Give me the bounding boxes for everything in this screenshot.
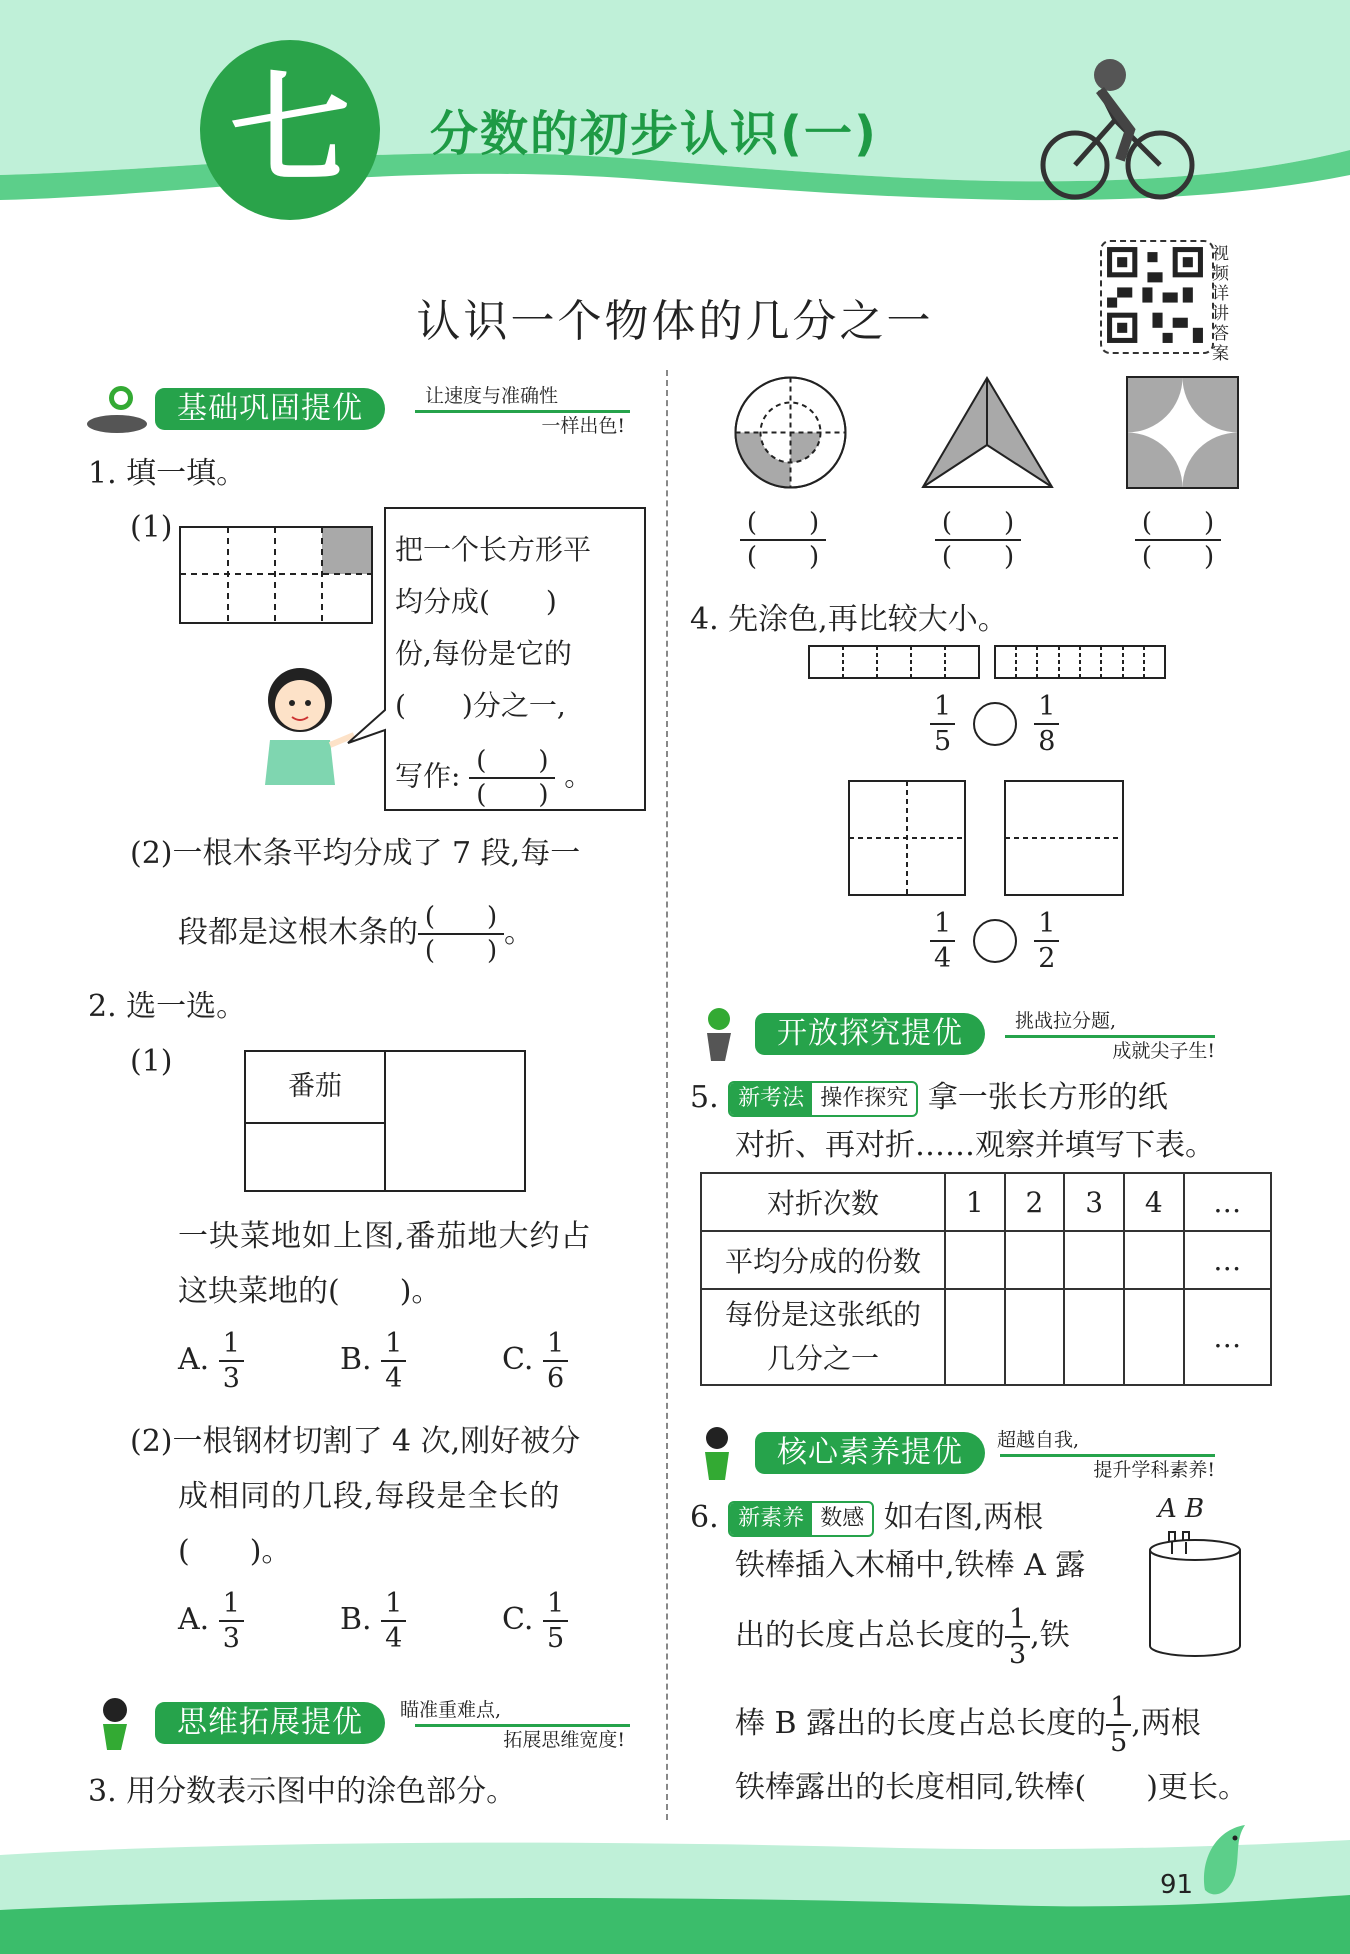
table-cell: … xyxy=(1184,1173,1271,1231)
table-input-cell[interactable] xyxy=(1005,1289,1065,1385)
section-slogan: 拓展思维宽度! xyxy=(503,1729,625,1751)
table-input-cell[interactable] xyxy=(1064,1289,1124,1385)
q3-triangle-figure xyxy=(920,375,1055,490)
q4-compare-2: $\frac{1}{4}$ $\frac{1}{2}$ xyxy=(930,910,1059,972)
q1-part2-line1: (2)一根木条平均分成了 7 段,每一 xyxy=(130,836,581,871)
section-title: 核心素养提优 xyxy=(755,1432,985,1474)
lesson-title: 认识一个物体的几分之一 xyxy=(416,296,934,347)
table-header-cell: 每份是这张纸的 几分之一 xyxy=(701,1289,945,1385)
q6-line4: 棒 B 露出的长度占总长度的 $\frac{1}{5}$ ,两根 xyxy=(735,1692,1201,1758)
table-row xyxy=(701,1173,1271,1231)
table-input-cell[interactable] xyxy=(1124,1289,1184,1385)
garden-figure xyxy=(244,1050,526,1192)
dolphin-icon xyxy=(1195,1820,1255,1905)
q2-part1-label: (1) xyxy=(130,1044,173,1079)
q6-line5: 铁棒露出的长度相同,铁棒( )更长。 xyxy=(735,1770,1248,1805)
q4-square-figures[interactable] xyxy=(848,780,1128,898)
bubble-text xyxy=(395,524,591,732)
mascot-icon xyxy=(685,1424,749,1482)
q2-part1-option-b[interactable]: B. $\frac{1}{4}$ xyxy=(340,1330,406,1392)
q2-part2-option-c[interactable]: C. $\frac{1}{5}$ xyxy=(502,1590,568,1652)
section-slogan: 瞄准重难点, xyxy=(400,1699,502,1721)
q4-compare-1: $\frac{1}{5}$ $\frac{1}{8}$ xyxy=(930,693,1059,755)
column-divider xyxy=(666,370,668,1820)
section-slogan: 提升学科素养! xyxy=(1093,1459,1215,1481)
section-title: 基础巩固提优 xyxy=(155,388,385,430)
compare-circle-blank[interactable] xyxy=(973,702,1017,746)
section-slogan: 让速度与准确性 xyxy=(425,385,559,407)
table-cell: 3 xyxy=(1064,1173,1124,1231)
q6-line2: 铁棒插入木桶中,铁棒 A 露 xyxy=(735,1548,1086,1583)
bubble-write-row: 写作: $\frac{( )}{( )}$ 。 xyxy=(395,746,593,810)
q2-part2-option-a[interactable]: A. $\frac{1}{3}$ xyxy=(178,1590,244,1652)
table-row xyxy=(701,1231,1271,1289)
qr-code-icon xyxy=(1102,242,1208,348)
q5-tag: 新考法 操作探究 xyxy=(728,1081,918,1117)
table-row xyxy=(701,1289,1271,1385)
write-as-label: 写作: xyxy=(395,759,461,793)
table-input-cell[interactable] xyxy=(1064,1231,1124,1289)
garden-label: 番茄 xyxy=(288,1071,342,1102)
chapter-title: 分数的初步认识(一) xyxy=(430,106,878,162)
section-title: 思维拓展提优 xyxy=(155,1702,385,1744)
bucket-with-rods-figure xyxy=(1145,1528,1245,1660)
table-input-cell[interactable] xyxy=(945,1231,1005,1289)
q4-strip-figures[interactable] xyxy=(808,645,1168,681)
table-cell: … xyxy=(1184,1231,1271,1289)
q3-square-figure xyxy=(1125,375,1240,490)
table-input-cell[interactable] xyxy=(1124,1231,1184,1289)
section-banner-basic xyxy=(85,385,645,437)
q3-answer-blank-3[interactable]: $\frac{( )}{( )}$ xyxy=(1135,510,1221,570)
qr-label: 视频详讲答案 xyxy=(1212,244,1229,364)
q6-prompt: 6. 新素养 数感 如右图,两根 xyxy=(690,1500,1044,1535)
answer-fraction-blank[interactable]: $\frac{( )}{( )}$ xyxy=(418,904,504,964)
section-slogan: 挑战拉分题, xyxy=(1015,1010,1117,1032)
q4-label: 4. 先涂色,再比较大小。 xyxy=(690,602,1008,637)
fold-table xyxy=(700,1172,1272,1386)
table-cell: … xyxy=(1184,1289,1271,1385)
q3-circle-figure xyxy=(733,375,848,490)
footer-band xyxy=(0,1800,1350,1954)
rod-labels: A B xyxy=(1158,1494,1205,1524)
q2-part1-line1: 一块菜地如上图,番茄地大约占 xyxy=(178,1219,592,1254)
section-banner-core xyxy=(685,1429,1230,1481)
q2-part2-line1: (2)一根钢材切割了 4 次,刚好被分 xyxy=(130,1424,581,1459)
bubble-line: 均分成( ) xyxy=(395,585,557,618)
table-header-cell: 对折次数 xyxy=(701,1173,945,1231)
q1-part2-line2: 段都是这根木条的 $\frac{( )}{( )}$ 。 xyxy=(178,902,534,966)
mascot-icon xyxy=(685,1005,749,1063)
chapter-number: 七 xyxy=(230,59,350,200)
q6-line3: 出的长度占总长度的 $\frac{1}{3}$ ,铁 xyxy=(735,1604,1070,1670)
cyclist-illustration-icon xyxy=(1030,50,1200,200)
q2-label: 2. 选一选。 xyxy=(88,989,247,1024)
q3-label: 3. 用分数表示图中的涂色部分。 xyxy=(88,1774,517,1809)
q2-part2-option-b[interactable]: B. $\frac{1}{4}$ xyxy=(340,1590,406,1652)
compare-circle-blank[interactable] xyxy=(973,919,1017,963)
q2-part2-line3: ( )。 xyxy=(178,1534,292,1569)
table-cell: 2 xyxy=(1005,1173,1065,1231)
section-slogan: 超越自我, xyxy=(997,1429,1080,1451)
section-slogan: 一样出色! xyxy=(541,415,625,437)
section-title: 开放探究提优 xyxy=(755,1013,985,1055)
q5-prompt: 5. 新考法 操作探究 拿一张长方形的纸 xyxy=(690,1080,1168,1115)
bubble-line: 把一个长方形平 xyxy=(395,533,592,566)
table-input-cell[interactable] xyxy=(1005,1231,1065,1289)
chapter-number-badge xyxy=(200,40,380,220)
table-header-cell: 平均分成的份数 xyxy=(701,1231,945,1289)
q1-label: 1. 填一填。 xyxy=(88,456,247,491)
qr-code[interactable] xyxy=(1100,240,1214,354)
bubble-line: 份,每份是它的 xyxy=(395,637,572,670)
q2-part1-option-a[interactable]: A. $\frac{1}{3}$ xyxy=(178,1330,244,1392)
section-slogan: 成就尖子生! xyxy=(1112,1040,1215,1062)
table-cell: 4 xyxy=(1124,1173,1184,1231)
q2-part2-line2: 成相同的几段,每段是全长的 xyxy=(178,1479,561,1514)
answer-fraction-blank[interactable]: $\frac{( )}{( )}$ xyxy=(469,748,555,808)
table-input-cell[interactable] xyxy=(945,1289,1005,1385)
section-banner-open xyxy=(685,1010,1230,1062)
mascot-icon xyxy=(85,380,149,438)
page-number: 91 xyxy=(1160,1870,1194,1900)
bubble-line: ( )分之一, xyxy=(395,689,566,722)
q3-answer-blank-2[interactable]: $\frac{( )}{( )}$ xyxy=(935,510,1021,570)
q2-part1-option-c[interactable]: C. $\frac{1}{6}$ xyxy=(502,1330,568,1392)
section-banner-thinking xyxy=(85,1699,645,1751)
q6-tag: 新素养 数感 xyxy=(728,1501,874,1537)
q1-part1-label: (1) xyxy=(130,510,173,545)
q5-line2: 对折、再对折……观察并填写下表。 xyxy=(735,1128,1215,1163)
q3-answer-blank-1[interactable]: $\frac{( )}{( )}$ xyxy=(740,510,826,570)
table-cell: 1 xyxy=(945,1173,1005,1231)
mascot-icon xyxy=(85,1694,149,1752)
q2-part1-line2: 这块菜地的( )。 xyxy=(178,1274,442,1309)
